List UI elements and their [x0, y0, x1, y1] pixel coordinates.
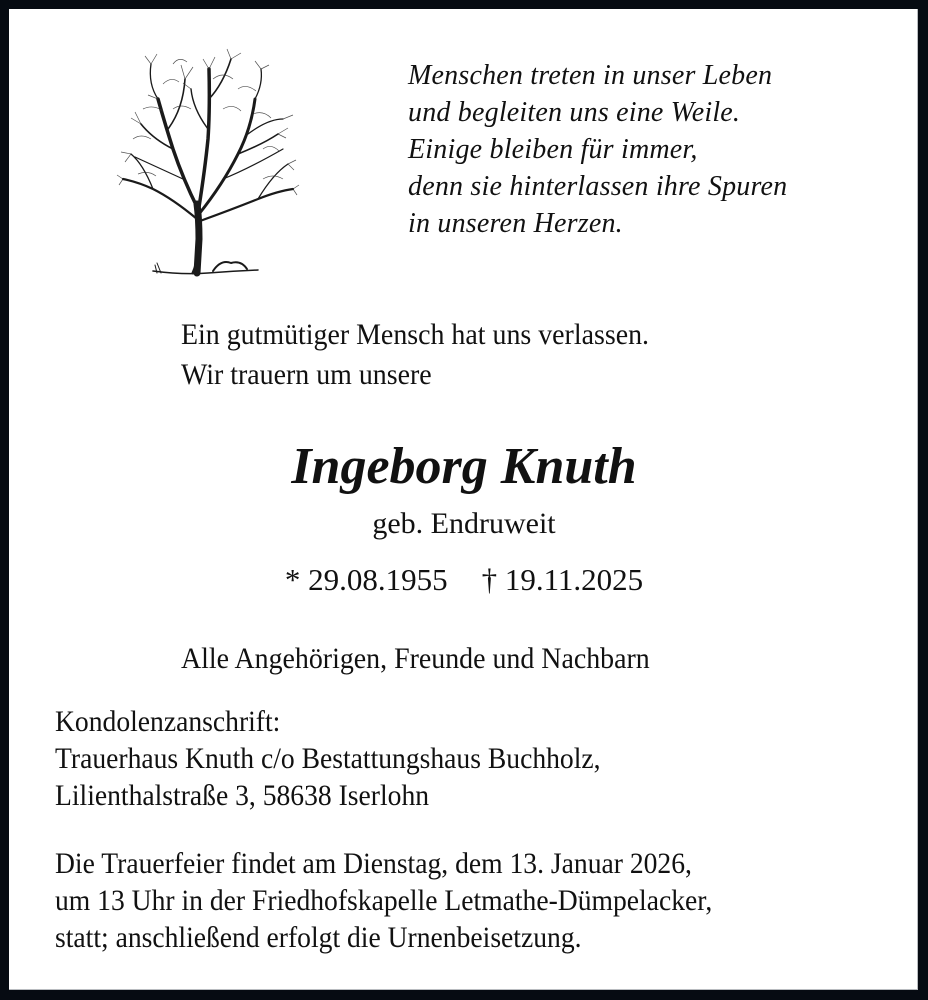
maiden-name: geb. Endruweit	[372, 507, 556, 540]
intro-text	[181, 315, 649, 395]
condolence-address	[55, 703, 601, 814]
poem-line: denn sie hinterlassen ihre Spuren	[408, 171, 788, 202]
poem-line: Menschen treten in unser Leben	[408, 60, 773, 91]
ceremony-line: statt; anschließend erfolgt die Urnenbeisetzung.	[55, 921, 582, 954]
death-notice-card	[9, 9, 918, 990]
ceremony-line: Die Trauerfeier findet am Dienstag, dem 13. Januar 2026,	[55, 847, 692, 880]
ceremony-line: um 13 Uhr in der Friedhofskapelle Letmathe-Dümpelacker,	[55, 884, 713, 917]
death-cross-icon: †	[481, 562, 498, 597]
ceremony-info	[55, 845, 712, 956]
poem-line: in unseren Herzen.	[408, 208, 623, 239]
poem	[408, 57, 787, 242]
birth-symbol: *	[284, 562, 301, 597]
address-line: Trauerhaus Knuth c/o Bestattungshaus Buchholz,	[55, 742, 601, 775]
condolence-label: Kondolenzanschrift:	[55, 705, 281, 738]
life-dates	[0, 559, 928, 601]
death-date: 19.11.2025	[504, 562, 644, 597]
mourners: Alle Angehörigen, Freunde und Nachbarn	[181, 642, 650, 675]
intro-line: Wir trauern um unsere	[181, 358, 432, 391]
intro-line: Ein gutmütiger Mensch hat uns verlassen.	[181, 318, 650, 351]
birth-date: 29.08.1955	[308, 562, 448, 597]
poem-line: Einige bleiben für immer,	[408, 134, 698, 165]
address-line: Lilienthalstraße 3, 58638 Iserlohn	[55, 779, 430, 812]
bare-tree-icon	[113, 39, 303, 284]
deceased-name: Ingeborg Knuth	[291, 438, 637, 495]
poem-line: und begleiten uns eine Weile.	[408, 97, 741, 128]
